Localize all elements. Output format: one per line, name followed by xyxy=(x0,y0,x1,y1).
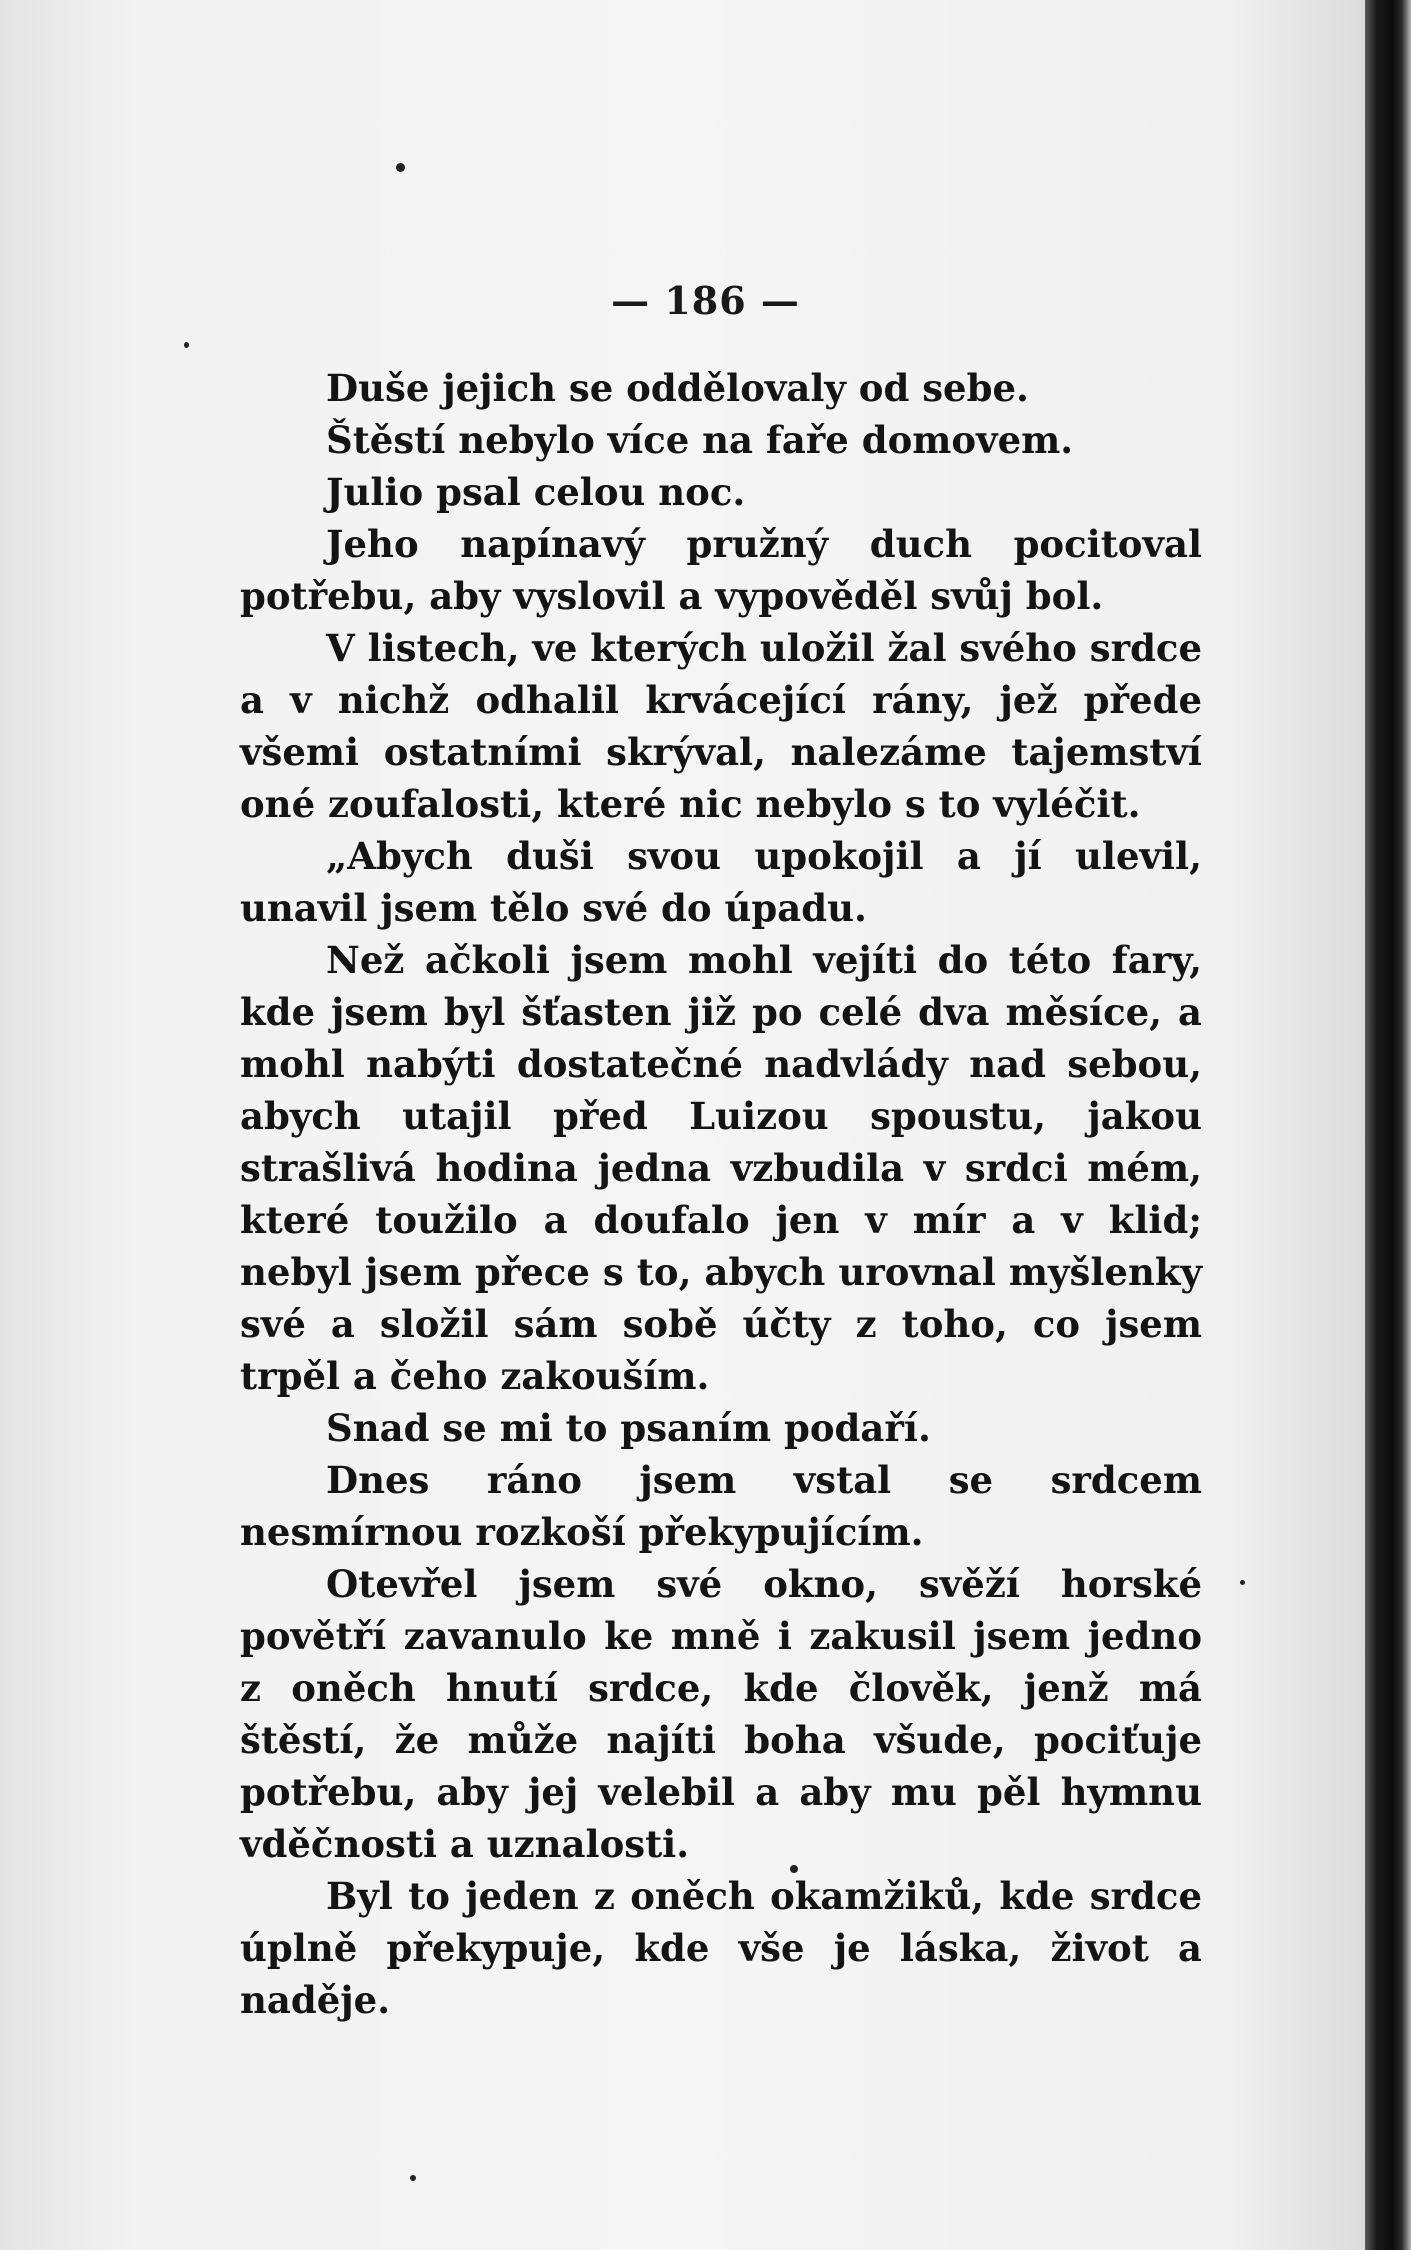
paragraph: Snad se mi to psaním podaří. xyxy=(326,1406,931,1450)
paragraph: „Abych duši svou upokojil a jí ulevil, unavil jsem tělo své do úpadu. xyxy=(240,834,1202,930)
ink-speck xyxy=(410,2175,416,2181)
paragraph: Byl to jeden z oněch okamžiků, kde srdce úplně překypuje, kde vše je láska, život a naděje. xyxy=(240,1874,1202,2022)
paragraph: Jeho napínavý pružný duch pocitoval potřebu, aby vyslovil a vypověděl svůj bol. xyxy=(240,522,1202,618)
paragraph: Dnes ráno jsem vstal se srdcem nesmírnou rozkoší překypujícím. xyxy=(240,1458,1202,1554)
ink-speck xyxy=(396,163,405,172)
ink-speck xyxy=(1240,1580,1245,1585)
ink-speck xyxy=(184,342,189,348)
paragraph: Otevřel jsem své okno, svěží horské povětří zavanulo ke mně i zakusil jsem jedno z oněch hnutí srdce, kde člověk, jenž má štěstí, že může najíti boha všude, pociťuje potřebu, aby jej velebil a aby mu pěl hymnu vděčnosti a uznalosti. xyxy=(240,1562,1202,1866)
paragraph: V listech, ve kterých uložil žal svého srdce a v nichž odhalil krvácející rány, jež přede všemi ostatními skrýval, nalezáme tajemství oné zoufalosti, které nic nebylo s to vyléčit. xyxy=(240,626,1203,826)
paragraph: Než ačkoli jsem mohl vejíti do této fary, kde jsem byl šťasten již po celé dva měsíce, a mohl nabýti dostatečné nadvlády nad sebou, abych utajil před Luizou spoustu, jakou strašlivá hodina jedna vzbudila v srdci mém, které toužilo a doufalo jen v mír a v klid; nebyl jsem přece s to, abych urovnal myšlenky své a složil sám sobě účty z toho, co jsem trpěl a čeho zakouším. xyxy=(240,938,1202,1398)
paragraph: Štěstí nebylo více na faře domovem. xyxy=(326,418,1074,462)
page-number: — 186 — xyxy=(611,278,800,323)
paragraph: Duše jejich se oddělovaly od sebe. xyxy=(326,366,1029,410)
paragraph: Julio psal celou noc. xyxy=(326,470,746,514)
page-edge-shadow xyxy=(1365,0,1411,2250)
body-text xyxy=(240,362,1202,2026)
